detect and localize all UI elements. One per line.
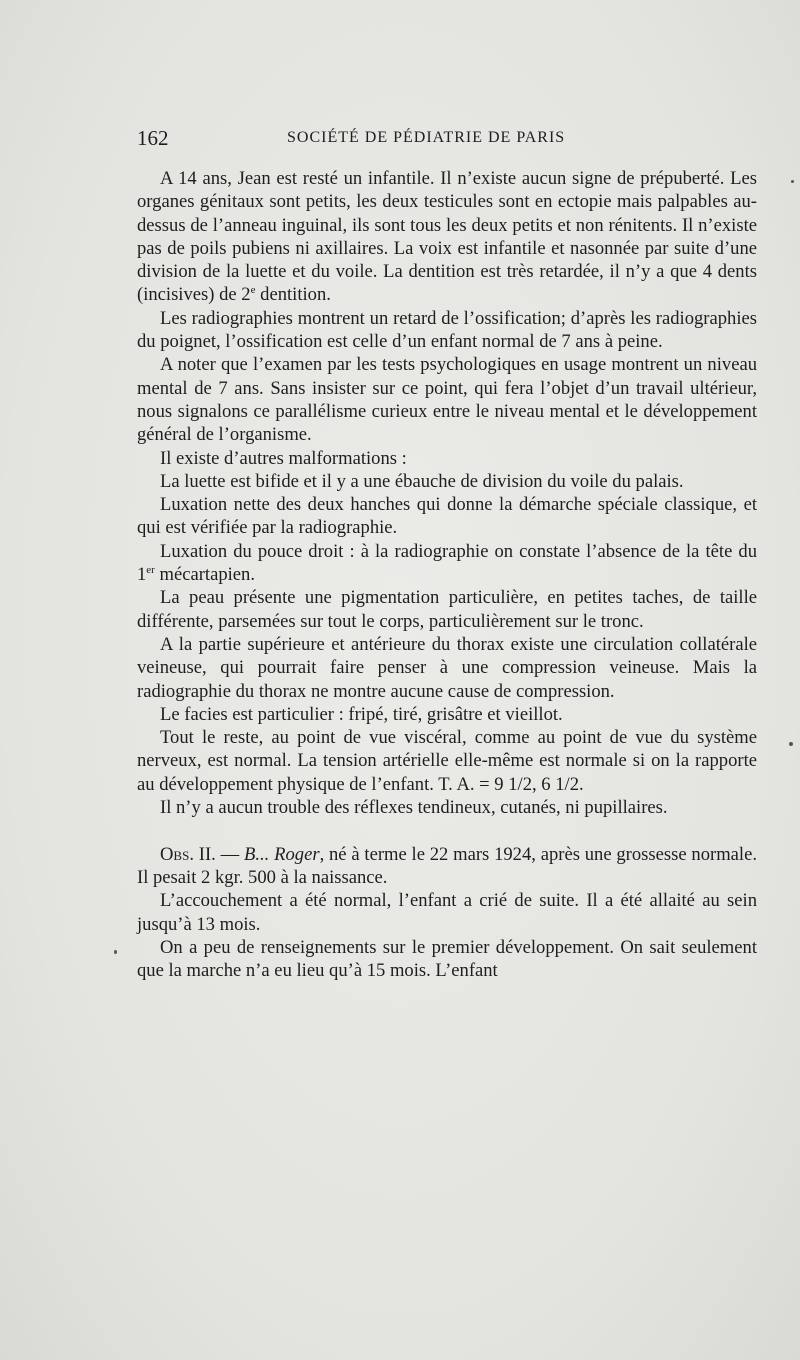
paragraph: Le facies est particulier : fripé, tiré, grisâtre et vieillot. (160, 703, 563, 725)
running-title: SOCIÉTÉ DE PÉDIATRIE DE PARIS (287, 129, 566, 146)
scan-speck (114, 950, 117, 954)
paragraph: Luxation du pouce droit : à la radiographie on constate l’absence de la tête du 1er mécartapien. (137, 540, 757, 586)
observation-label: Obs. II. (160, 843, 216, 865)
scan-speck (789, 742, 793, 746)
page-header (137, 126, 757, 156)
observation-heading-paragraph: Obs. II. — B... Roger, né à terme le 22 mars 1924, après une grossesse normale. Il pesait 2 kgr. 500 à la naissance. (137, 843, 757, 888)
page-number: 162 (137, 126, 169, 150)
patient-name: B... Roger (244, 843, 320, 865)
paragraph: A 14 ans, Jean est resté un infantile. Il n’existe aucun signe de prépuberté. Les organes génitaux sont petits, les deux testicules sont en ectopie mais palpables au-dessus de l’anneau inguinal, ils sont tous les deux petits et non rénitents. Il n’existe pas de poils pubiens ni axillaires. La voix est infantile et nasonnée par suite d’une division de la luette et du voile. La dentition est très retardée, il n’y a que 4 dents (incisives) de 2e dentition. (137, 168, 757, 306)
paragraph: L’accouchement a été normal, l’enfant a crié de suite. Il a été allaité au sein jusqu’à 13 mois. (137, 890, 757, 935)
paragraph: La peau présente une pigmentation particulière, en petites taches, de taille différente, parsemées sur tout le corps, particulièrement sur le tronc. (137, 587, 757, 632)
paragraph: Il n’y a aucun trouble des réflexes tendineux, cutanés, ni pupillaires. (160, 797, 668, 819)
paragraph: A la partie supérieure et antérieure du thorax existe une circulation collatérale veineuse, qui pourrait faire penser à une compression veineuse. Mais la radiographie du thorax ne montre aucune cause de compression. (137, 633, 757, 702)
paragraph: On a peu de renseignements sur le premier développement. On sait seulement que la marche n’a eu lieu qu’à 15 mois. L’enfant (137, 936, 757, 982)
paragraph: Luxation nette des deux hanches qui donne la démarche spéciale classique, et qui est vérifiée par la radiographie. (137, 494, 757, 539)
paragraph: A noter que l’examen par les tests psychologiques en usage montrent un niveau mental de 7 ans. Sans insister sur ce point, qui fera l’objet d’un travail ultérieur, nous signalons ce parallélisme curieux entre le niveau mental et le développement général de l’organisme. (137, 354, 757, 446)
paragraph: Il existe d’autres malformations : (160, 447, 407, 469)
scan-speck (791, 180, 794, 183)
paragraph: Tout le reste, au point de vue viscéral, comme au point de vue du système nerveux, est normal. La tension artérielle elle-même est normale si on la rapporte au développement physique de l’enfant. T. A. = 9 1/2, 6 1/2. (137, 727, 757, 795)
paragraph: La luette est bifide et il y a une ébauche de division du voile du palais. (160, 470, 684, 492)
body-text (137, 167, 757, 982)
paragraph: Les radiographies montrent un retard de l’ossification; d’après les radiographies du poignet, l’ossification est celle d’un enfant normal de 7 ans à peine. (137, 307, 757, 353)
